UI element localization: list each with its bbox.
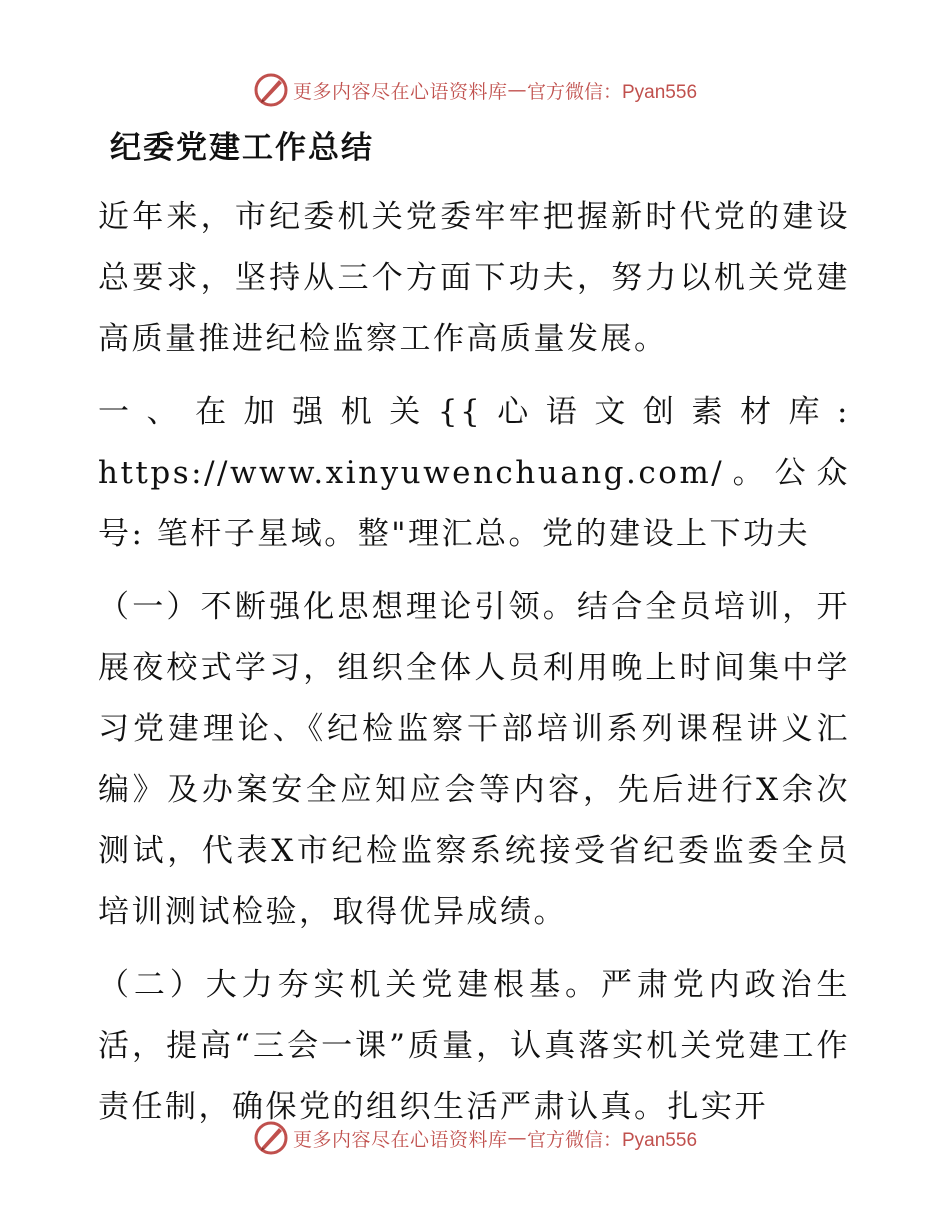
banner-separator: — [507, 79, 527, 101]
document-title: 纪委党建工作总结 [110, 130, 374, 166]
footer-watermark-banner [0, 1118, 950, 1158]
banner-text: 更多内容尽在心语资料库 [292, 80, 508, 103]
banner-contact: 官方微信：Pyan556 [527, 1129, 698, 1151]
quill-pen-logo-icon [253, 72, 289, 108]
header-watermark-banner [0, 70, 950, 110]
document-body [98, 120, 850, 1138]
banner-text: 更多内容尽在心语资料库 [292, 1128, 508, 1151]
paragraph-item-2: （二）大力夯实机关党建根基。严肃党内政治生活，提高“三会一课”质量，认真落实机关党建工作责任制，确保党的组织生活严肃认真。扎实开 [98, 967, 850, 1125]
quill-pen-logo-icon [253, 1120, 289, 1156]
paragraph-intro: 近年来，市纪委机关党委牢牢把握新时代党的建设总要求，坚持从三个方面下功夫，努力以机关党建高质量推进纪检监察工作高质量发展。 [98, 199, 850, 357]
paragraph-section-1: 一、在加强机关{{心语文创素材库: https://www.xinyuwenchuang.com/。公众号: 笔杆子星域。整"理汇总。党的建设上下功夫 [98, 394, 850, 552]
banner-contact: 官方微信：Pyan556 [527, 81, 698, 103]
paragraph-item-1: （一）不断强化思想理论引领。结合全员培训，开展夜校式学习，组织全体人员利用晚上时间集中学习党建理论、《纪检监察干部培训系列课程讲义汇编》及办案安全应知应会等内容，先后进行X余次测试，代表X市纪检监察系统接受省纪委监委全员培训测试检验，取得优异成绩。 [98, 589, 850, 930]
banner-separator: — [507, 1127, 527, 1149]
